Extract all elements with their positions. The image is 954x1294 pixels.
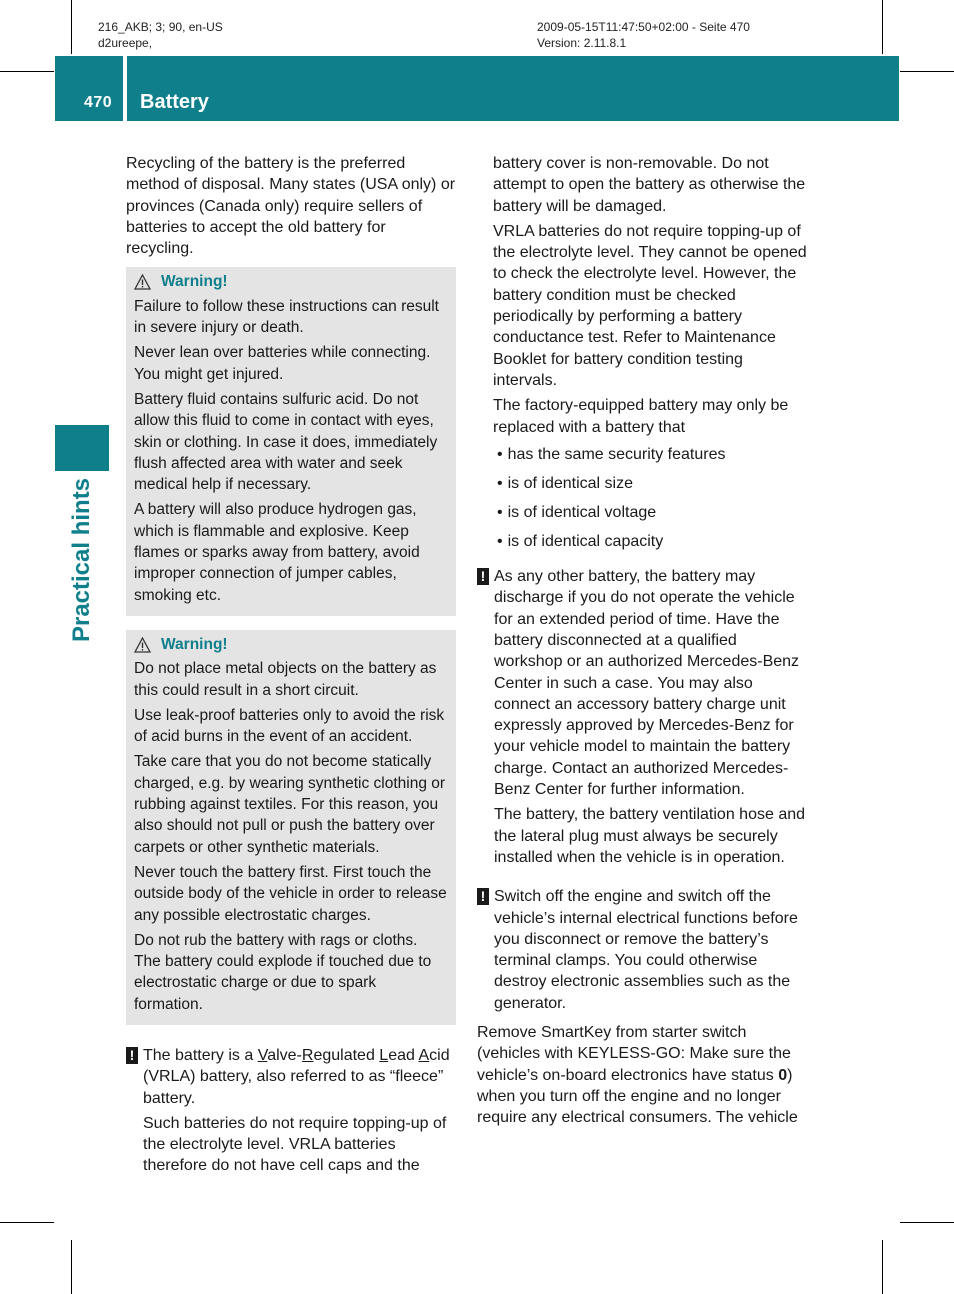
warning-text: A battery will also produce hydrogen gas, which is flammable and explosive. Keep flames or sparks away from battery, avoid improper connection of jumper cables, smoking etc. (134, 501, 420, 604)
intro-paragraph: Recycling of the battery is the preferred method of disposal. Many states (USA only) or provinces (Canada only) require sellers of batteries to accept the old battery for recycling. (126, 155, 456, 258)
crop-mark (0, 71, 54, 72)
warning-title: Warning! (161, 273, 228, 291)
note-text: As any other battery, the battery may discharge if you do not operate the vehicle for an extended period of time. Have the battery disconnected at a qualified workshop or an authorized Mercedes-Benz Center in such a case. You may also connect an accessory battery charge unit expressly approved by Mercedes-Benz for your vehicle model to maintain the battery charge. Contact an authorized Mercedes-Benz Center for further information. (494, 568, 800, 799)
header-separator (123, 56, 127, 121)
list-item: • is of identical capacity (497, 531, 809, 552)
warning-heading (134, 271, 448, 292)
warning-text: Battery fluid contains sulfuric acid. Do not allow this fluid to come in contact with eyes, skin or clothing. In case it does, immediately flush affected area with water and seek medical help if necessary. (134, 390, 438, 494)
note-text: Such batteries do not require topping-up of the electrolyte level. VRLA batteries therefore do not have cell caps and the (143, 1114, 447, 1175)
exclamation-icon: ! (477, 568, 489, 585)
body-paragraph: Remove SmartKey from starter switch (vehicles with KEYLESS-GO: Make sure the vehicle’s on-board electronics have status 0) when you turn off the engine and no longer require any electrical consumers. The vehicle (477, 1024, 798, 1127)
note-text: Switch off the engine and switch off the vehicle’s internal electrical functions before you disconnect or remove the battery’s terminal clamps. You could otherwise destroy electronic assemblies such as the generator. (494, 888, 798, 1012)
warning-text: Never touch the battery first. First touch the outside body of the vehicle in order to release any possible electrostatic charges. (134, 863, 447, 924)
body-paragraph: The factory-equipped battery may only be replaced with a battery that (493, 397, 789, 436)
meta-line: Version: 2.11.8.1 (537, 36, 627, 50)
note-text: The battery, the battery ventilation hose and the lateral plug must always be securely installed when the vehicle is in operation. (494, 806, 806, 866)
body-paragraph: VRLA batteries do not require topping-up of the electrolyte level. They cannot be opened to check the electrolyte level. However, the battery condition must be checked periodically by performing a battery conductance test. Refer to Maintenance Booklet for battery condition testing intervals. (493, 222, 807, 389)
crop-mark (0, 1222, 54, 1223)
warning-title: Warning! (161, 635, 228, 653)
note-block (477, 886, 809, 1018)
warning-text: Never lean over batteries while connecting. You might get injured. (134, 344, 431, 383)
meta-line: d2ureepe, (98, 36, 153, 50)
page-number: 470 (84, 94, 113, 111)
list-item: • is of identical voltage (497, 502, 809, 523)
print-meta-left (98, 19, 223, 51)
warning-triangle-icon (134, 637, 151, 653)
warning-box (126, 267, 456, 615)
exclamation-icon: ! (126, 1047, 138, 1064)
crop-mark (882, 1240, 883, 1294)
exclamation-icon: ! (477, 888, 489, 905)
right-column (477, 153, 809, 1133)
left-column (126, 153, 456, 1181)
crop-mark (71, 1240, 72, 1294)
list-item: • has the same security features (497, 444, 809, 465)
requirements-list (497, 444, 809, 552)
warning-heading (134, 634, 448, 655)
note-block (126, 1045, 456, 1181)
warning-text: Do not rub the battery with rags or cloths. The battery could explode if touched due to electrostatic charge or due to spark formation. (134, 931, 432, 1013)
body-paragraph: battery cover is non-removable. Do not attempt to open the battery as otherwise the battery will be damaged. (493, 155, 806, 215)
print-meta-right (537, 19, 750, 51)
warning-text: Take care that you do not become statically charged, e.g. by wearing synthetic clothing or rubbing against textiles. For this reason, you also should not pull or push the battery over carpets or other synthetic materials. (134, 753, 446, 856)
meta-line: 216_AKB; 3; 90, en-US (98, 20, 223, 34)
section-title: Battery (140, 91, 209, 113)
crop-mark (900, 71, 954, 72)
warning-text: Failure to follow these instructions can result in severe injury or death. (134, 297, 439, 337)
warning-triangle-icon (134, 274, 151, 290)
warning-text: Use leak-proof batteries only to avoid the risk of acid burns in the event of an accident. (134, 706, 445, 746)
crop-mark (71, 0, 72, 54)
crop-mark (882, 0, 883, 54)
crop-mark (900, 1222, 954, 1223)
warning-box (126, 630, 456, 1025)
list-item: • is of identical size (497, 473, 809, 494)
side-tab-marker (55, 425, 109, 471)
note-block (477, 566, 809, 872)
warning-text: Do not place metal objects on the battery as this could result in a short circuit. (134, 660, 437, 699)
note-text: The battery is a Valve-Regulated Lead Acid (VRLA) battery, also referred to as “fleece” battery. (143, 1046, 450, 1107)
meta-line: 2009-05-15T11:47:50+02:00 - Seite 470 (537, 20, 750, 34)
side-tab-label: Practical hints (68, 477, 95, 643)
